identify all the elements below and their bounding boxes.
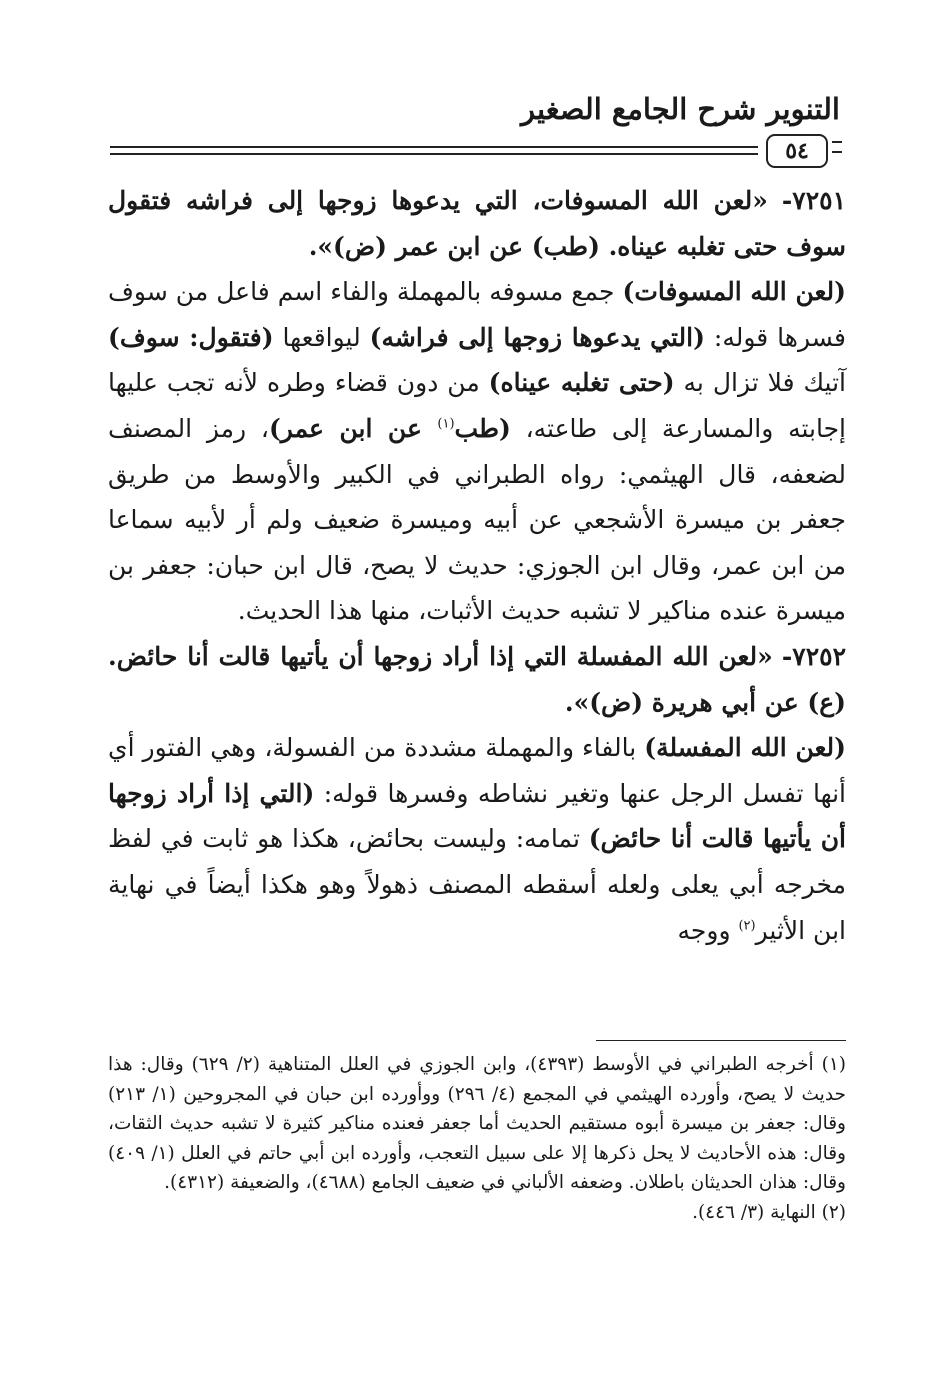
quoted-phrase: (طب bbox=[454, 413, 511, 443]
quoted-phrase: (حتى تغلبه عيناه) bbox=[488, 368, 675, 398]
page-number-box bbox=[766, 134, 828, 168]
commentary-text: ووجه bbox=[677, 915, 739, 945]
commentary-text: آتيك فلا تزال به bbox=[674, 368, 846, 398]
main-text bbox=[108, 178, 846, 953]
commentary-text: من دون قضاء وطره لأنه تجب عليها إجابته والمسارعة إلى طاعته، bbox=[108, 368, 847, 443]
footnote-1: (١) أخرجه الطبراني في الأوسط (٤٣٩٣)، وابن الجوزي في العلل المتناهية (٢/ ٦٢٩) وقال: هذا حديث لا يصح، وأورده الهيثمي في المجمع (٤/ ٢٩٦) ووأورده ابن حبان في المجروحين (١/ ٢١٣) وقال: جعفر بن ميسرة أبوه مستقيم الحديث أما جعفر فعنده مناكير كثيرة لا تشبه حديث الثقات، وقال: هذه الأحاديث لا يحل ذكرها إلا على سبيل التعجب، وأورده ابن أبي حاتم في العلل (١/ ٤٠٩) وقال: هذان الحديثان باطلان. وضعفه الألباني في ضعيف الجامع (٤٦٨٨)، والضعيفة (٤٣١٢). bbox=[108, 1054, 846, 1193]
quoted-phrase: (التي إذا أراد زوجها أن يأتيها قالت أنا حائض) bbox=[108, 778, 847, 854]
quoted-phrase: عن ابن عمر) bbox=[268, 413, 438, 443]
commentary-text: ، رمز المصنف لضعفه، قال الهيثمي: رواه الطبراني في الكبير والأوسط من طريق جعفر بن ميسرة الأشجعي عن أبيه وميسرة ضعيف ولم أر لأبيه سماعا من ابن عمر، وقال ابن الجوزي: حديث لا يصح، قال ابن حبان: جعفر بن ميسرة عنده مناكير لا تشبه حديث الأثبات، منها هذا الحديث. bbox=[108, 413, 846, 626]
commentary-7251 bbox=[108, 269, 846, 634]
running-header-title: التنوير شرح الجامع الصغير bbox=[521, 92, 840, 126]
header-rule-top bbox=[110, 146, 758, 148]
quoted-phrase: (لعن الله المفسلة) bbox=[644, 733, 846, 763]
footnote-ref-2[interactable]: (٢) bbox=[738, 918, 756, 934]
commentary-7252 bbox=[108, 725, 846, 953]
page-number-ornament bbox=[832, 141, 842, 153]
hadith-7251 bbox=[108, 178, 846, 269]
footnotes bbox=[108, 1050, 846, 1227]
quoted-phrase: (لعن الله المسوفات) bbox=[622, 277, 846, 307]
quoted-phrase: (فتقول: سوف) bbox=[108, 322, 274, 352]
commentary-text: بالفاء والمهملة مشددة من الفسولة، وهي الفتور أي أنها تفسل الرجل عنها وتغير نشاطه وفسرها قوله: bbox=[108, 733, 846, 808]
hadith-number: ٧٢٥١- bbox=[781, 186, 846, 215]
footnote-separator bbox=[596, 1040, 846, 1041]
commentary-text: تمامه: وليست بحائض، هكذا هو ثابت في لفظ مخرجه أبي يعلى ولعله أسقطه المصنف ذهولاً وهو هكذا أيضاً في نهاية ابن الأثير bbox=[108, 824, 846, 945]
footnote-ref-1[interactable]: (١) bbox=[437, 416, 455, 432]
page-number: ٥٤ bbox=[785, 138, 809, 164]
commentary-text: ليواقعها bbox=[273, 322, 370, 352]
header-rule-bottom bbox=[110, 153, 758, 155]
hadith-text: «لعن الله المفسلة التي إذا أراد زوجها أن يأتيها قالت أنا حائض. (ع) عن أبي هريرة (ض)». bbox=[108, 641, 846, 717]
hadith-7252 bbox=[108, 634, 846, 725]
hadith-text: «لعن الله المسوفات، التي يدعوها زوجها إلى فراشه فتقول سوف حتى تغلبه عيناه. (طب) عن ابن عمر (ض)». bbox=[108, 186, 846, 261]
quoted-phrase: (التي يدعوها زوجها إلى فراشه) bbox=[369, 322, 705, 352]
footnote-2: (٢) النهاية (٣/ ٤٤٦). bbox=[692, 1201, 846, 1223]
hadith-number: ٧٢٥٢- bbox=[781, 641, 847, 671]
commentary-text: جمع مسوفه بالمهملة والفاء اسم فاعل من سوف فسرها قوله: bbox=[108, 277, 846, 352]
